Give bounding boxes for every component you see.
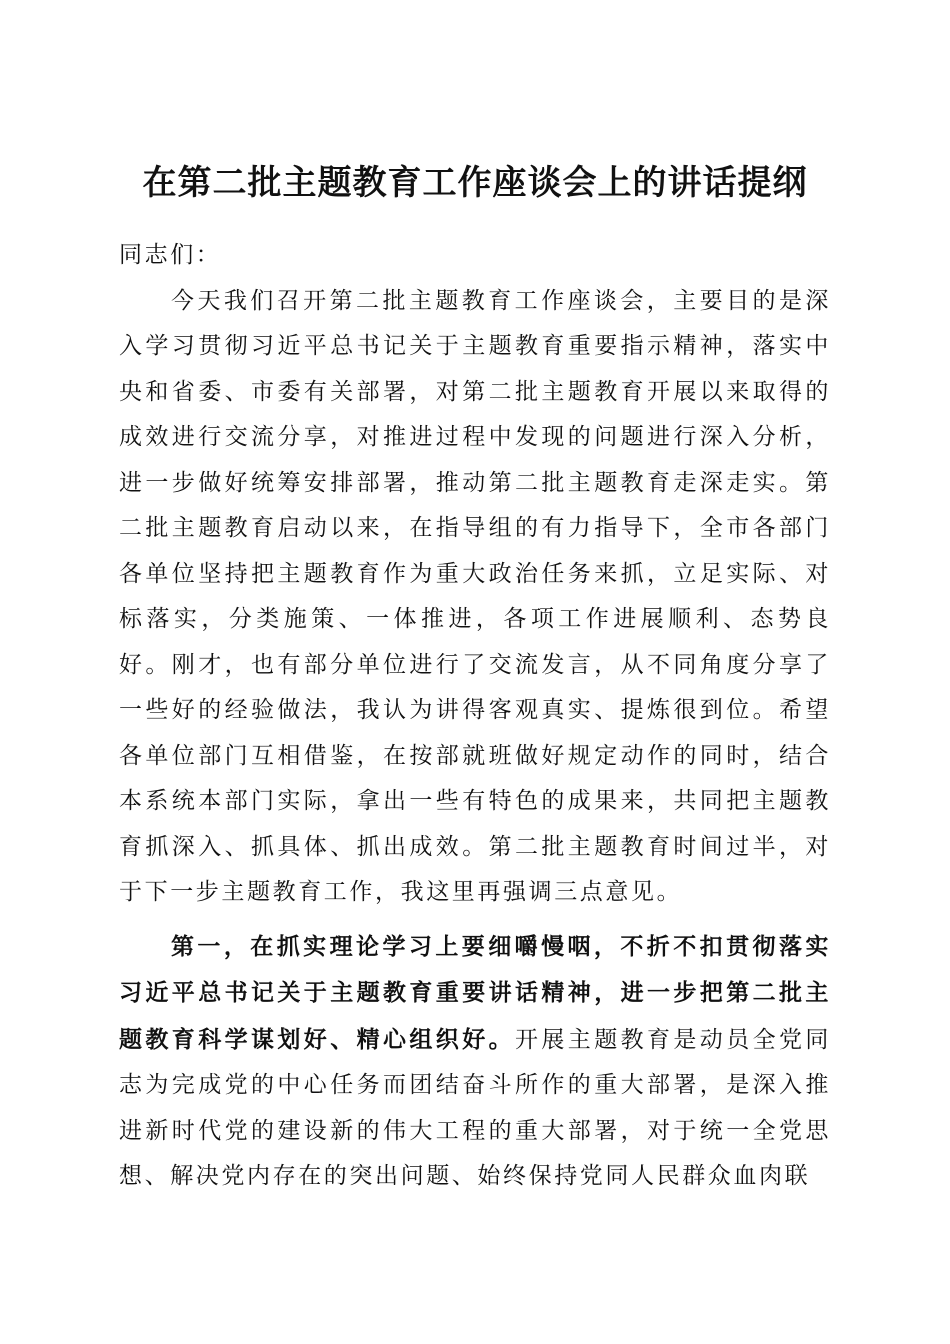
- point-one-body: 开展主题教育是动员全党同志为完成党的中心任务而团结奋斗所作的重大部署，是深入推进新时代党的建设新的伟大工程的重大部署，对于统一全党思想、解决党内存在的突出问题、始终保持党同人民群众血肉联: [119, 1026, 831, 1189]
- paragraph-opening: 今天我们召开第二批主题教育工作座谈会，主要目的是深入学习贯彻习近平总书记关于主题教育重要指示精神，落实中央和省委、市委有关部署，对第二批主题教育开展以来取得的成效进行交流分享，对推进过程中发现的问题进行深入分析，进一步做好统筹安排部署，推动第二批主题教育走深走实。第二批主题教育启动以来，在指导组的有力指导下，全市各部门各单位坚持把主题教育作为重大政治任务来抓，立足实际、对标落实，分类施策、一体推进，各项工作进展顺利、态势良好。刚才，也有部分单位进行了交流发言，从不同角度分享了一些好的经验做法，我认为讲得客观真实、提炼很到位。希望各单位部门互相借鉴，在按部就班做好规定动作的同时，结合本系统本部门实际，拿出一些有特色的成果来，共同把主题教育抓深入、抓具体、抓出成效。第二批主题教育时间过半，对于下一步主题教育工作，我这里再强调三点意见。: [119, 287, 831, 905]
- point-one-heading: 第一，在抓实理论学习上要细嚼慢咽，不折不扣贯彻落实习近平总书记关于主题教育重要讲话精神，进一步把第二批主题教育科学谋划好、精心组织好。: [119, 932, 831, 1053]
- document-body: [119, 233, 831, 1200]
- salutation: 同志们：: [119, 242, 222, 268]
- paragraph-point-one: [119, 924, 831, 1200]
- document-title: 在第二批主题教育工作座谈会上的讲话提纲: [142, 162, 808, 203]
